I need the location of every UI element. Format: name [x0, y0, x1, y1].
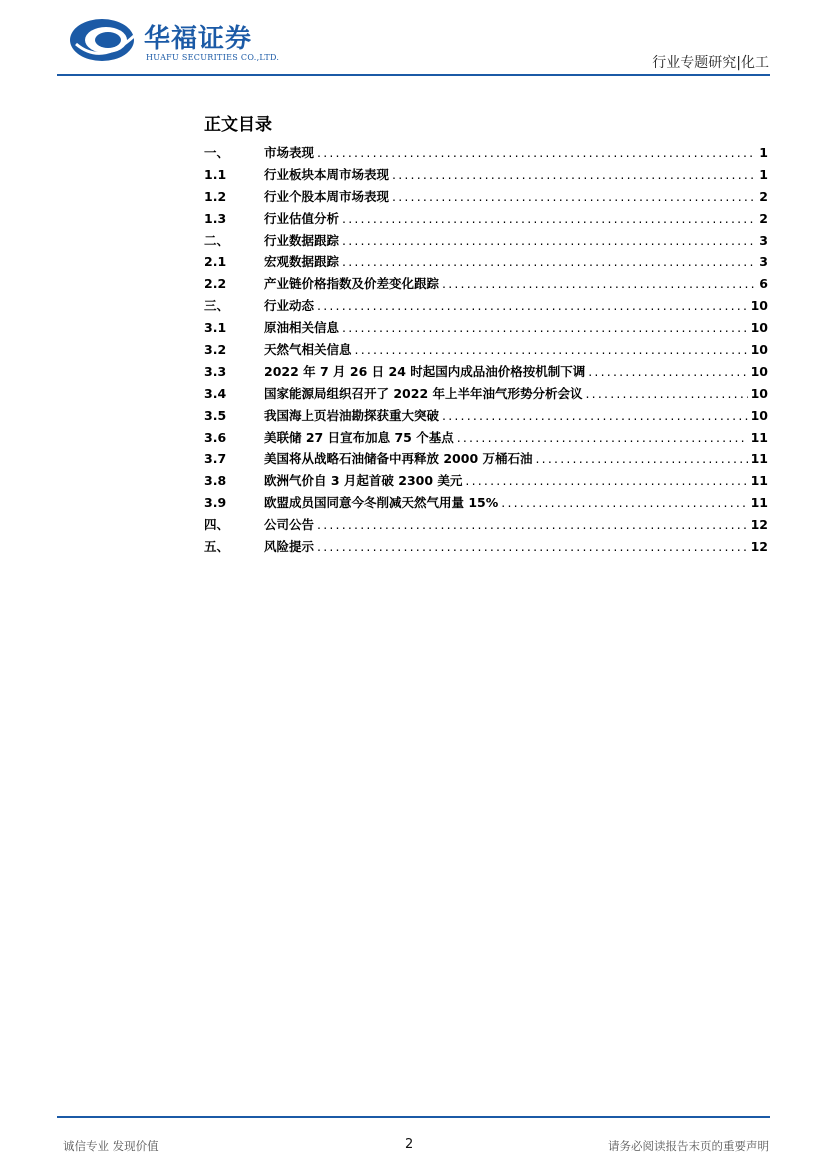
toc-entry[interactable] [204, 274, 768, 296]
toc-entry-page: 10 [750, 342, 768, 358]
toc-dot-leader [392, 167, 756, 182]
toc-dot-leader [392, 189, 756, 204]
toc-entry-number: 3.9 [204, 495, 227, 511]
toc-entry-label: 美国将从战略石油储备中再释放 2000 万桶石油 [264, 451, 533, 467]
toc-dot-leader [442, 408, 748, 423]
toc-entry[interactable] [204, 165, 768, 187]
toc-entry-page: 11 [750, 429, 768, 445]
toc-entry-label: 市场表现 [264, 145, 315, 160]
toc-entry-label: 产业链价格指数及价差变化跟踪 [264, 276, 440, 292]
toc-entry-page: 3 [759, 232, 768, 248]
toc-entry-page: 12 [750, 539, 768, 555]
toc-dot-leader [342, 254, 756, 269]
logo-chinese-name: 华福证券 [144, 24, 253, 54]
toc-entry-number: 1.2 [204, 188, 227, 204]
toc-entry[interactable] [204, 318, 768, 340]
page-number: 2 [405, 1137, 414, 1152]
toc-entry-label: 天然气相关信息 [264, 342, 352, 358]
toc-dot-leader [501, 495, 747, 510]
toc-dot-leader [342, 320, 748, 335]
toc-entry-label: 2022 年 7 月 26 日 24 时起国内成品油价格按机制下调 [264, 363, 586, 379]
toc-entry-number: 3.8 [204, 473, 227, 489]
toc-entry-label: 欧盟成员国同意今冬削减天然气用量 15% [264, 495, 499, 511]
toc-entry[interactable] [204, 449, 768, 471]
page-header [0, 0, 827, 80]
toc-entry-number: 四、 [204, 517, 230, 533]
toc-entry-page: 10 [750, 363, 768, 379]
toc-dot-leader [342, 233, 756, 248]
toc-dot-leader [465, 473, 747, 488]
toc-entry-number: 三、 [204, 298, 230, 314]
toc-entry-number: 3.2 [204, 342, 227, 358]
toc-entry-label: 我国海上页岩油勘探获重大突破 [264, 407, 440, 423]
toc-entry-page: 10 [750, 385, 768, 401]
toc-entry[interactable] [204, 340, 768, 362]
toc-entry-page: 2 [759, 210, 768, 226]
toc-dot-leader [536, 451, 748, 466]
footer-divider [57, 1116, 770, 1118]
toc-entry-page: 12 [750, 517, 768, 533]
header-divider [57, 74, 770, 76]
toc-entry[interactable] [204, 252, 768, 274]
toc-entry-page: 10 [750, 298, 768, 314]
toc-entry-label: 国家能源局组织召开了 2022 年上半年油气形势分析会议 [264, 385, 583, 401]
toc-entry[interactable] [204, 209, 768, 231]
toc-dot-leader [317, 539, 748, 554]
company-logo [68, 16, 278, 68]
toc-entry-label: 公司公告 [264, 517, 315, 533]
toc-entry-page: 10 [750, 320, 768, 336]
toc-entry-number: 一、 [204, 145, 230, 160]
toc-entry[interactable] [204, 296, 768, 318]
toc-entry[interactable] [204, 231, 768, 253]
toc-entry-page: 11 [750, 495, 768, 511]
toc-entry-number: 3.3 [204, 363, 227, 379]
toc-dot-leader [317, 145, 756, 160]
toc-entry-number: 2.2 [204, 276, 227, 292]
toc-dot-leader [317, 298, 748, 313]
toc-dot-leader [355, 342, 748, 357]
toc-entry-number: 3.4 [204, 385, 227, 401]
toc-entry[interactable] [204, 471, 768, 493]
toc-entry-number: 3.7 [204, 451, 227, 467]
toc-dot-leader [457, 430, 748, 445]
toc-title: 正文目录 [204, 115, 272, 135]
toc-entry[interactable] [204, 537, 768, 559]
toc-dot-leader [317, 517, 748, 532]
toc-entry-number: 3.5 [204, 407, 227, 423]
toc-entry-label: 美联储 27 日宣布加息 75 个基点 [264, 429, 454, 445]
toc-entry-page: 10 [750, 407, 768, 423]
toc-dot-leader [586, 386, 748, 401]
toc-entry-number: 3.1 [204, 320, 227, 336]
toc-entry[interactable] [204, 515, 768, 537]
toc-entry-label: 行业个股本周市场表现 [264, 188, 390, 204]
toc-entry[interactable] [204, 493, 768, 515]
toc-entry-label: 风险提示 [264, 539, 315, 555]
toc-entry-page: 2 [759, 188, 768, 204]
toc-entry[interactable] [204, 143, 768, 165]
toc-entry-page: 1 [759, 166, 768, 182]
table-of-contents [204, 143, 768, 559]
footer-disclaimer: 请务必阅读报告末页的重要声明 [608, 1139, 769, 1153]
toc-entry-page: 11 [750, 473, 768, 489]
toc-entry-number: 3.6 [204, 429, 227, 445]
toc-dot-leader [588, 364, 747, 379]
toc-entry-page: 1 [759, 145, 768, 160]
toc-entry[interactable] [204, 384, 768, 406]
toc-entry-label: 行业估值分析 [264, 210, 340, 226]
toc-entry-number: 2.1 [204, 254, 227, 270]
toc-entry-label: 欧洲气价自 3 月起首破 2300 美元 [264, 473, 463, 489]
toc-entry[interactable] [204, 362, 768, 384]
toc-entry[interactable] [204, 406, 768, 428]
toc-entry-label: 行业数据跟踪 [264, 232, 340, 248]
toc-entry-page: 11 [750, 451, 768, 467]
toc-entry-page: 6 [759, 276, 768, 292]
toc-entry[interactable] [204, 428, 768, 450]
toc-entry-number: 五、 [204, 539, 230, 555]
footer-slogan: 诚信专业 发现价值 [63, 1139, 159, 1153]
toc-entry-number: 二、 [204, 232, 230, 248]
toc-entry-label: 行业动态 [264, 298, 315, 314]
toc-entry-number: 1.1 [204, 166, 227, 182]
toc-entry-label: 行业板块本周市场表现 [264, 166, 390, 182]
toc-dot-leader [442, 276, 756, 291]
logo-english-name: HUAFU SECURITIES CO.,LTD. [146, 53, 280, 62]
huafu-logo-icon [68, 16, 140, 64]
report-type-label: 行业专题研究|化工 [652, 55, 769, 71]
toc-dot-leader [342, 211, 756, 226]
toc-entry-label: 原油相关信息 [264, 320, 340, 336]
toc-entry[interactable] [204, 187, 768, 209]
toc-entry-number: 1.3 [204, 210, 227, 226]
toc-entry-label: 宏观数据跟踪 [264, 254, 340, 270]
toc-entry-page: 3 [759, 254, 768, 270]
